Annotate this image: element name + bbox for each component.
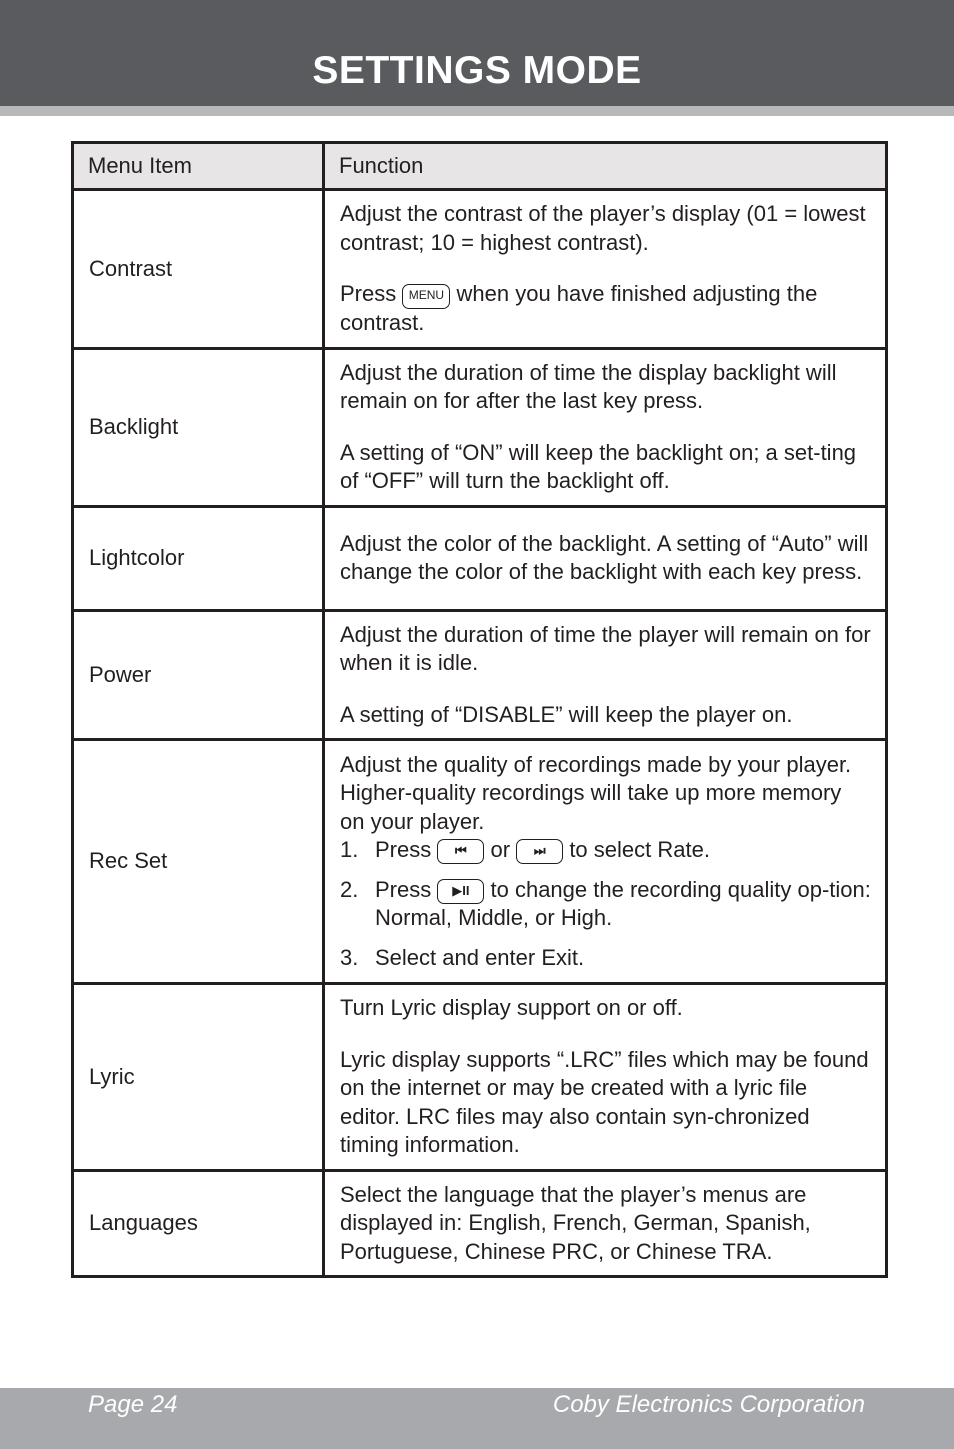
step-text: Select and enter Exit. (375, 944, 585, 970)
table-header-row (73, 143, 887, 190)
list-item (340, 876, 871, 933)
column-header-function: Function (324, 143, 887, 190)
header-stripe (0, 106, 954, 116)
rec-set-description: Adjust the quality of recordings made by your player. Higher-quality recordings will take up more memory on your player. (340, 751, 852, 834)
menu-item-languages: Languages (73, 1170, 324, 1277)
power-description: Adjust the duration of time the player will remain on for when it is idle. (340, 621, 871, 675)
table-row (73, 610, 887, 740)
menu-button-icon: MENU (402, 284, 450, 309)
settings-table (71, 141, 888, 1278)
menu-item-backlight: Backlight (73, 348, 324, 506)
menu-item-rec-set: Rec Set (73, 740, 324, 984)
menu-item-contrast: Contrast (73, 190, 324, 349)
column-header-menu-item: Menu Item (73, 143, 324, 190)
table-row (73, 984, 887, 1171)
menu-item-power: Power (73, 610, 324, 740)
skip-forward-icon: ⏭ (516, 839, 563, 864)
step-text-part: or (490, 837, 511, 863)
list-item (340, 944, 871, 973)
function-backlight (324, 348, 887, 506)
step-text-part: Press (375, 837, 432, 863)
function-power (324, 610, 887, 740)
step-number: 3. (340, 944, 359, 970)
instruction-text: when you have finished adjusting the contrast. (340, 281, 818, 335)
table-row (73, 506, 887, 610)
function-contrast (324, 190, 887, 349)
lightcolor-description: Adjust the color of the backlight. A setting of “Auto” will change the color of the backlight with each key press. (340, 530, 869, 584)
list-item (340, 836, 871, 865)
step-text-part: to change the recording quality op-tion: Normal, Middle, or High. (375, 876, 871, 931)
contrast-description: Adjust the contrast of the player’s display (01 = lowest contrast; 10 = highest contrast). (340, 201, 866, 255)
table-row (73, 190, 887, 349)
step-text-part: Press (375, 876, 432, 902)
menu-item-lyric: Lyric (73, 984, 324, 1171)
step-text-part: to select Rate. (569, 837, 710, 863)
table-row (73, 348, 887, 506)
lyric-description: Turn Lyric display support on or off. (340, 995, 683, 1020)
rec-set-steps (340, 836, 871, 972)
step-number: 2. (340, 876, 359, 902)
backlight-description: Adjust the duration of time the display backlight will remain on for after the last key press. (340, 359, 837, 413)
table-row (73, 740, 887, 984)
step-text (375, 836, 871, 865)
play-pause-icon: ▶II (437, 879, 484, 904)
menu-item-lightcolor: Lightcolor (73, 506, 324, 610)
lyric-lrc-note: Lyric display supports “.LRC” files which may be found on the internet or may be created with a lyric file editor. LRC files may also contain syn-chronized timing information. (340, 1046, 869, 1157)
company-name: Coby Electronics Corporation (552, 1391, 865, 1418)
contrast-instruction (340, 280, 871, 338)
power-setting-note: A setting of “DISABLE” will keep the player on. (340, 701, 793, 727)
step-number: 1. (340, 837, 359, 863)
function-languages (324, 1170, 887, 1277)
page-title: SETTINGS MODE (312, 49, 642, 92)
function-lyric (324, 984, 887, 1171)
instruction-text: Press (340, 281, 397, 306)
table-row (73, 1170, 887, 1277)
function-rec-set (324, 740, 887, 984)
function-lightcolor (324, 506, 887, 610)
backlight-setting-note: A setting of “ON” will keep the backlight on; a set-ting of “OFF” will turn the backlight off. (340, 439, 857, 493)
page-number: Page 24 (88, 1391, 178, 1418)
languages-description: Select the language that the player’s menus are displayed in: English, French, German, Spanish, Portuguese, Chinese PRC, or Chinese TRA. (340, 1181, 811, 1264)
skip-back-icon: ⏮ (437, 839, 484, 864)
step-text (375, 876, 871, 933)
